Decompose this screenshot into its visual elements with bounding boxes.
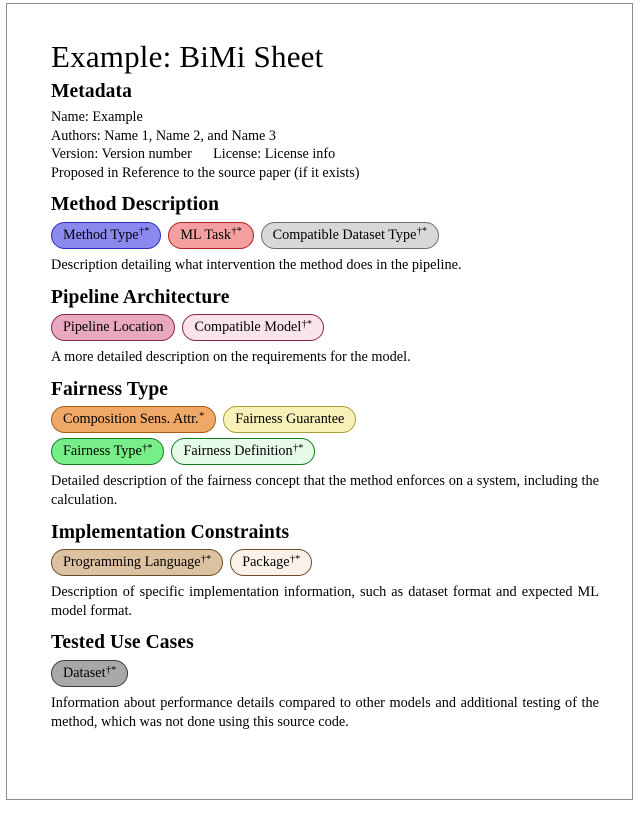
page-border: [6, 3, 633, 800]
badge-label: Fairness Guarantee: [235, 411, 345, 428]
section-description: A more detailed description on the requirements for the model.: [51, 349, 411, 366]
badge[interactable]: Fairness Definition †*: [171, 438, 315, 465]
badge[interactable]: Programming Language †*: [51, 549, 223, 576]
badge[interactable]: Fairness Type †*: [51, 438, 164, 465]
badge-label: Dataset: [63, 664, 106, 681]
section-description: Description of specific implementation information, such as dataset format and expected ML model format.: [51, 584, 599, 619]
section-heading: Tested Use Cases: [51, 632, 194, 654]
badge-label: Method Type: [63, 226, 139, 243]
metadata-block: [51, 108, 599, 182]
badge[interactable]: [223, 406, 356, 433]
badge[interactable]: Method Type †*: [51, 222, 161, 249]
badge-label: Compatible Dataset Type: [272, 226, 417, 243]
metadata-line: Name: Example: [51, 108, 143, 125]
badge-row: [51, 406, 599, 433]
metadata-line: Authors: Name 1, Name 2, and Name 3: [51, 127, 276, 144]
section-description: Information about performance details compared to other models and additional testing of the method, which was not done using this source code.: [51, 694, 599, 730]
section-heading: Method Description: [51, 194, 220, 216]
badge[interactable]: Compatible Model †*: [182, 314, 324, 341]
badge-row: [51, 438, 599, 465]
badge-label: Fairness Definition: [183, 443, 293, 460]
badge-label: Pipeline Location: [63, 318, 164, 335]
page-title: Example: BiMi Sheet: [51, 39, 324, 74]
metadata-line: Proposed in Reference to the source paper (if it exists): [51, 164, 360, 181]
section-description: Description detailing what intervention the method does in the pipeline.: [51, 256, 462, 273]
badge[interactable]: Compatible Dataset Type †*: [261, 222, 439, 249]
badge-label: Package: [242, 554, 290, 571]
metadata-line: Version: Version number License: License info: [51, 146, 336, 163]
badge-row: [51, 314, 599, 341]
document-content: [51, 39, 599, 731]
badge[interactable]: Dataset †*: [51, 660, 128, 687]
section-heading: Pipeline Architecture: [51, 286, 230, 308]
badge-row: [51, 660, 599, 687]
badge-label: Compatible Model: [194, 318, 302, 335]
badge-row: [51, 549, 599, 576]
badge[interactable]: Composition Sens. Attr. *: [51, 406, 216, 433]
badge[interactable]: Package †*: [230, 549, 312, 576]
section-heading: Fairness Type: [51, 378, 169, 400]
section-description: Detailed description of the fairness concept that the method enforces on a system, including the calculation.: [51, 473, 599, 509]
badge-row: [51, 222, 599, 249]
section-heading: Implementation Constraints: [51, 521, 290, 543]
badge[interactable]: ML Task †*: [168, 222, 253, 249]
badge-label: Fairness Type: [63, 443, 142, 460]
sections-container: [51, 193, 599, 731]
badge-label: ML Task: [180, 226, 231, 243]
section-heading-metadata: Metadata: [51, 80, 132, 102]
badge[interactable]: [51, 314, 175, 341]
badge-label: Programming Language: [63, 554, 201, 571]
badge-label: Composition Sens. Attr.: [63, 411, 199, 428]
